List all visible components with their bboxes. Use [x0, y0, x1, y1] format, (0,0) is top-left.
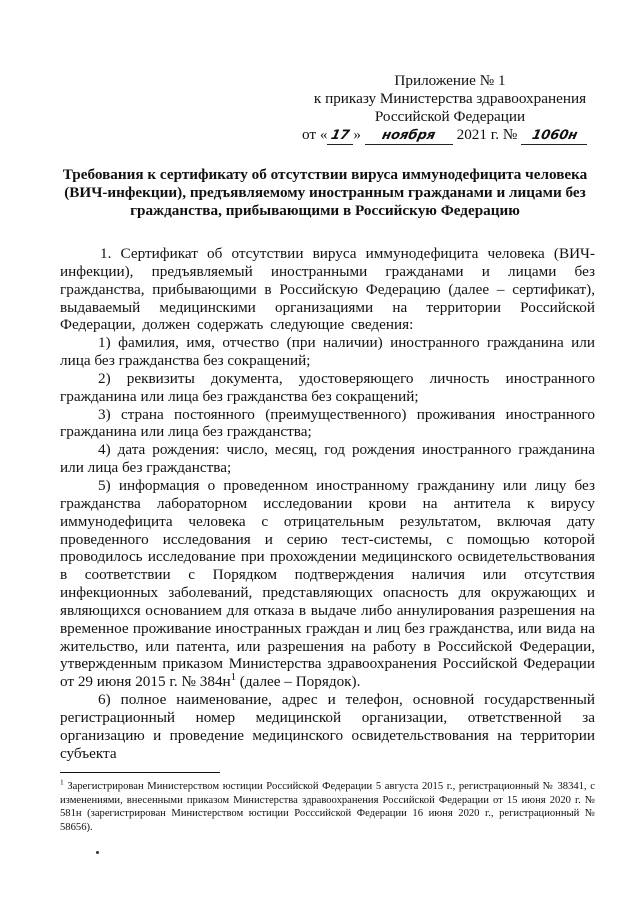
item-1: 1) фамилия, имя, отчество (при наличии) иностранного гражданина или лица без гражданства без сокращений;	[60, 334, 595, 370]
date-prefix: от «	[302, 126, 328, 143]
item-5-text: 5) информация о проведенном иностранному гражданину или лицу без гражданства лабораторном исследовании крови на антитела к вирусу иммунодефицита человека с отрицательным результатом, включая дату проведенного исследования и серию тест-системы, с помощью которой проводилось исследование при прохождении медицинского освидетельствования в соответствии с Порядком подтверждения наличия или отсутствия инфекционных заболеваний, представляющих опасность для окружающих и являющихся основанием для отказа в выдаче либо аннулирования разрешения на временное проживание иностранных граждан и лиц без гражданства, или вида на жительство, или патента, или разрешения на работу в Российской Федерации, утвержденным приказом Министерства здравоохранения Российской Федерации от 29 июня 2015 г. № 384н	[60, 476, 595, 691]
document-title: Требования к сертификату об отсутствии вируса иммунодефицита человека (ВИЧ-инфекции), предъявляемому иностранным гражданами и лицами без гражданства, прибывающими в Российскую Федерацию	[62, 166, 588, 220]
appendix-header	[300, 72, 600, 145]
footnote-mark: 1	[60, 777, 64, 787]
footnote-text: Зарегистрирован Министерством юстиции Российской Федерации 5 августа 2015 г., регистрационный № 38341, с изменениями, внесенными приказом Министерства здравоохранения Российской Федерации от 15 июня 2020 г. № 581н (зарегистрирован Министерством юстиции Росссийской Федерации 16 июня 2020 г., регистрационный № 58656).	[60, 781, 595, 833]
item-2: 2) реквизиты документа, удостоверяющего личность иностранного гражданина или лица без гражданства без сокращений;	[60, 369, 595, 405]
date-mid: »	[353, 126, 362, 143]
item-5-tail: (далее – Порядок).	[236, 673, 361, 691]
item-4: 4) дата рождения: число, месяц, год рождения иностранного гражданина или лица без гражданства;	[60, 441, 595, 477]
paragraph-1: 1. Сертификат об отсутствии вируса иммунодефицита человека (ВИЧ-инфекции), предъявляемый иностранными гражданами и лицами без гражданства, прибывающими в Российскую Федерацию (далее – сертификат), выдаваемый медицинскими организациями на территории Российской Федерации, должен содержать следующие сведения:	[60, 245, 595, 334]
date-day-handwritten: 17	[329, 128, 352, 143]
footnote-reference: 1	[230, 672, 236, 684]
appendix-date-line	[300, 126, 600, 145]
document-body	[60, 245, 595, 762]
item-6: 6) полное наименование, адрес и телефон, основной государственный регистрационный номер медицинской организации, ответственной за организацию и проведение медицинского освидетельствования на территории субъекта	[60, 691, 595, 762]
footnote-divider	[60, 772, 220, 773]
date-year: 2021 г. №	[456, 126, 518, 143]
appendix-order-ref: к приказу Министерства здравоохранения	[313, 90, 587, 107]
item-3: 3) страна постоянного (преимущественного) проживания иностранного гражданина или лица без гражданства;	[60, 405, 595, 441]
scan-speck	[96, 851, 99, 854]
item-5	[60, 477, 595, 691]
date-month-handwritten: ноября	[380, 128, 438, 143]
appendix-number: Приложение № 1	[394, 72, 506, 89]
footnote	[60, 777, 595, 834]
appendix-ministry: Российской Федерации	[374, 108, 526, 125]
order-number-handwritten: 1060н	[530, 128, 579, 143]
